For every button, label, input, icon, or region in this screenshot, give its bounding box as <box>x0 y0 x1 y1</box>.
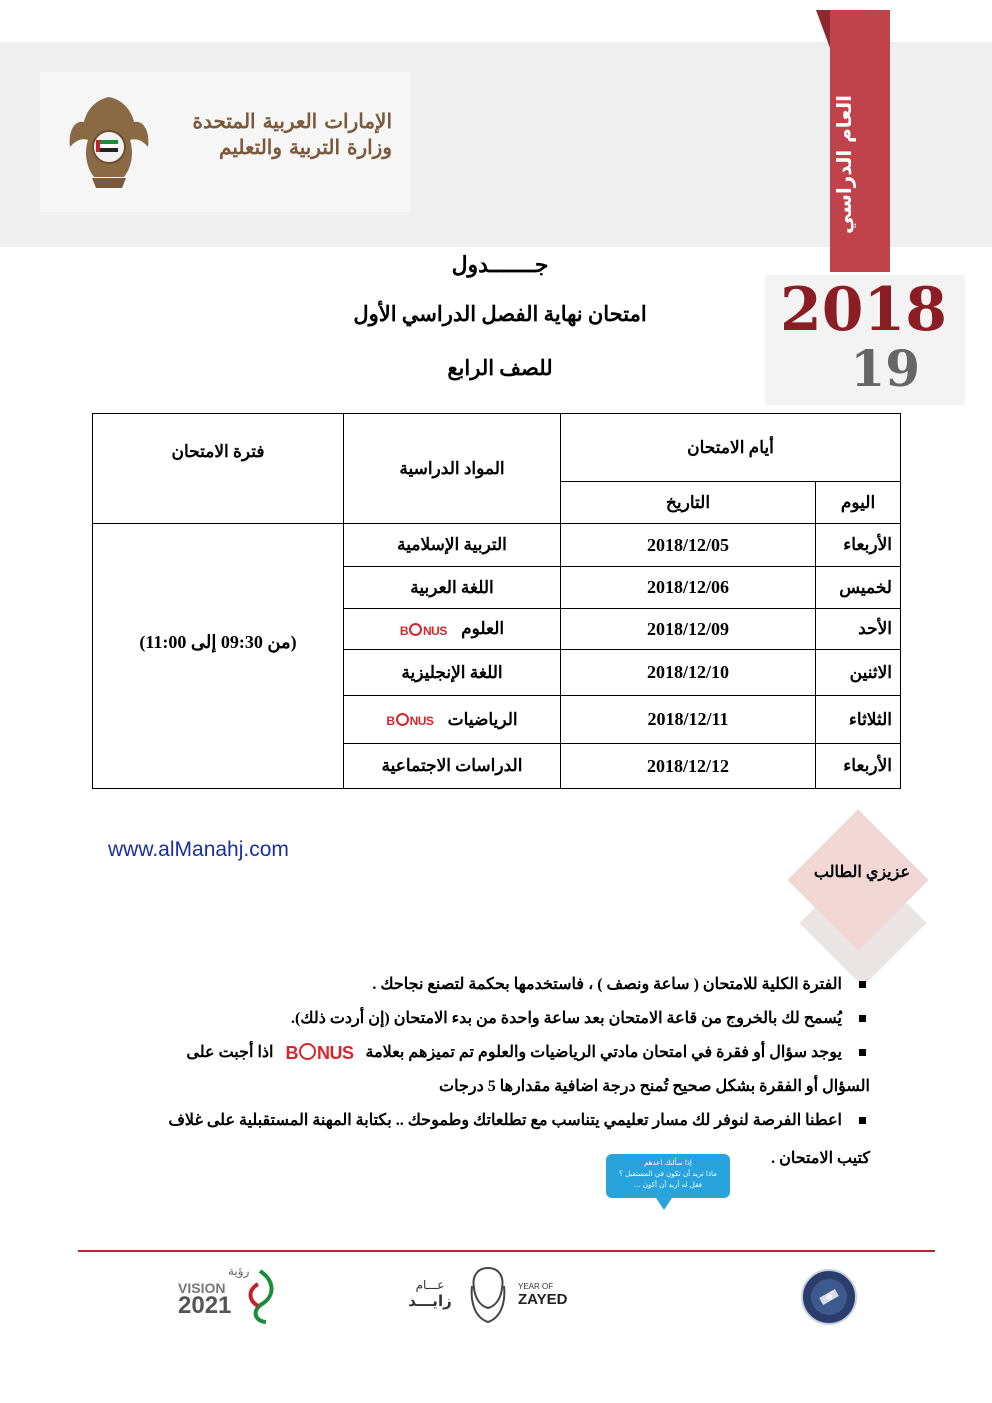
year-sub: 19 <box>850 339 920 398</box>
row-date: 2018/12/09 <box>561 609 816 650</box>
vision-en: VISION <box>178 1280 226 1296</box>
exam-schedule-table <box>92 413 901 789</box>
row-day: لخميس <box>816 567 901 609</box>
note-text-continued: كتيب الامتحان . <box>771 1150 870 1168</box>
row-date: 2018/12/06 <box>561 567 816 609</box>
notes-list <box>150 968 870 1176</box>
row-day: الأربعاء <box>816 524 901 567</box>
schedule-title: جـــــــدول <box>451 252 549 277</box>
bonus-badge: B NUS <box>285 1043 354 1064</box>
exam-title: امتحان نهاية الفصل الدراسي الأول <box>353 302 647 326</box>
zayed-ar-top: عـــام <box>415 1278 445 1292</box>
row-day: الأحد <box>816 609 901 650</box>
note-item <box>150 968 870 1002</box>
note-text-continued: السؤال أو الفقرة بشكل صحيح تُمنح درجة اضافية مقدارها 5 درجات <box>439 1078 870 1096</box>
row-subject: الدراسات الاجتماعية <box>344 744 561 789</box>
zayed-en: ZAYED <box>518 1291 568 1308</box>
year-main: 2018 <box>780 275 947 345</box>
grade-title: للصف الرابع <box>447 356 553 380</box>
year-of-zayed-logo <box>400 1262 570 1326</box>
bubble-line: إذا سألتك اعدهم <box>644 1159 692 1167</box>
row-day: الاثنين <box>816 650 901 696</box>
year-tab-fold <box>816 10 830 48</box>
row-subject-cell <box>344 609 561 650</box>
row-date: 2018/12/05 <box>561 524 816 567</box>
vision-2021-logo <box>178 1262 288 1326</box>
bonus-badge: B NUS <box>386 714 434 729</box>
dear-student-heading: عزيزي الطالب <box>813 864 910 881</box>
row-date: 2018/12/11 <box>561 696 816 744</box>
website-link[interactable]: www.alManahj.com <box>108 838 289 861</box>
bullet-icon <box>859 1049 866 1056</box>
khalifa-satellite-logo-icon <box>800 1268 858 1326</box>
vision-year: 2021 <box>178 1292 232 1319</box>
ministry-country: الإمارات العربية المتحدة <box>192 109 392 133</box>
note-text: يوجد سؤال أو فقرة في امتحان مادتي الرياضيات والعلوم تم تميزهم بعلامة <box>365 1044 842 1061</box>
year-tab-label: العام الدراسي <box>832 95 856 235</box>
uae-emblem-icon <box>64 92 154 192</box>
bonus-badge: B NUS <box>399 623 447 638</box>
note-text: الفترة الكلية للامتحان ( ساعة ونصف ) ، فاستخدمها بحكمة لتصنع نجاحك . <box>372 976 842 993</box>
note-item <box>150 1104 870 1176</box>
header-day: اليوم <box>816 482 901 524</box>
header-period: فترة الامتحان <box>93 414 344 524</box>
zayed-en-top: YEAR OF <box>518 1282 554 1291</box>
bullet-icon <box>859 1015 866 1022</box>
header-subjects: المواد الدراسية <box>344 414 561 524</box>
header-date: التاريخ <box>561 482 816 524</box>
bubble-line: ماذا تريد أن تكون في المستقبل ؟ <box>619 1170 717 1178</box>
row-subject: التربية الإسلامية <box>344 524 561 567</box>
vision-swirl-icon <box>240 1266 280 1326</box>
header-exam-days: أيام الامتحان <box>561 414 901 482</box>
ministry-title: وزارة التربية والتعليم <box>219 135 392 159</box>
footer-divider <box>78 1250 935 1252</box>
row-subject: العلوم <box>461 619 505 638</box>
row-subject: اللغة الإنجليزية <box>344 650 561 696</box>
row-subject-cell <box>344 696 561 744</box>
note-item <box>150 1036 870 1104</box>
note-text: اذا أجبت على <box>186 1044 274 1061</box>
bonus-target-icon <box>409 623 422 636</box>
row-date: 2018/12/10 <box>561 650 816 696</box>
row-day: الأربعاء <box>816 744 901 789</box>
bonus-target-icon <box>299 1043 316 1060</box>
bubble-line: فقل له أريد أن أكون ... <box>634 1181 702 1189</box>
zayed-ar: زايـــد <box>408 1292 452 1310</box>
vision-ar: رؤية <box>228 1264 250 1278</box>
exam-period: (من 09:30 إلى 11:00) <box>93 524 344 789</box>
row-subject: الرياضيات <box>447 709 518 729</box>
bullet-icon <box>859 981 866 988</box>
note-item <box>150 1002 870 1036</box>
row-day: الثلاثاء <box>816 696 901 744</box>
row-date: 2018/12/12 <box>561 744 816 789</box>
row-subject: اللغة العربية <box>344 567 561 609</box>
zayed-portrait-icon <box>466 1264 510 1324</box>
ministry-name <box>160 108 392 160</box>
speech-bubble <box>606 1154 730 1198</box>
note-text: يُسمح لك بالخروج من قاعة الامتحان بعد ساعة واحدة من بدء الامتحان (إن أردت ذلك). <box>291 1010 842 1027</box>
note-text: اعطنا الفرصة لنوفر لك مسار تعليمي يتناسب مع تطلعاتك وطموحك .. بكتابة المهنة المستقبلية على غلاف <box>168 1112 842 1130</box>
bonus-target-icon <box>396 713 409 726</box>
speech-bubble-tail <box>656 1198 672 1210</box>
bullet-icon <box>859 1117 866 1124</box>
